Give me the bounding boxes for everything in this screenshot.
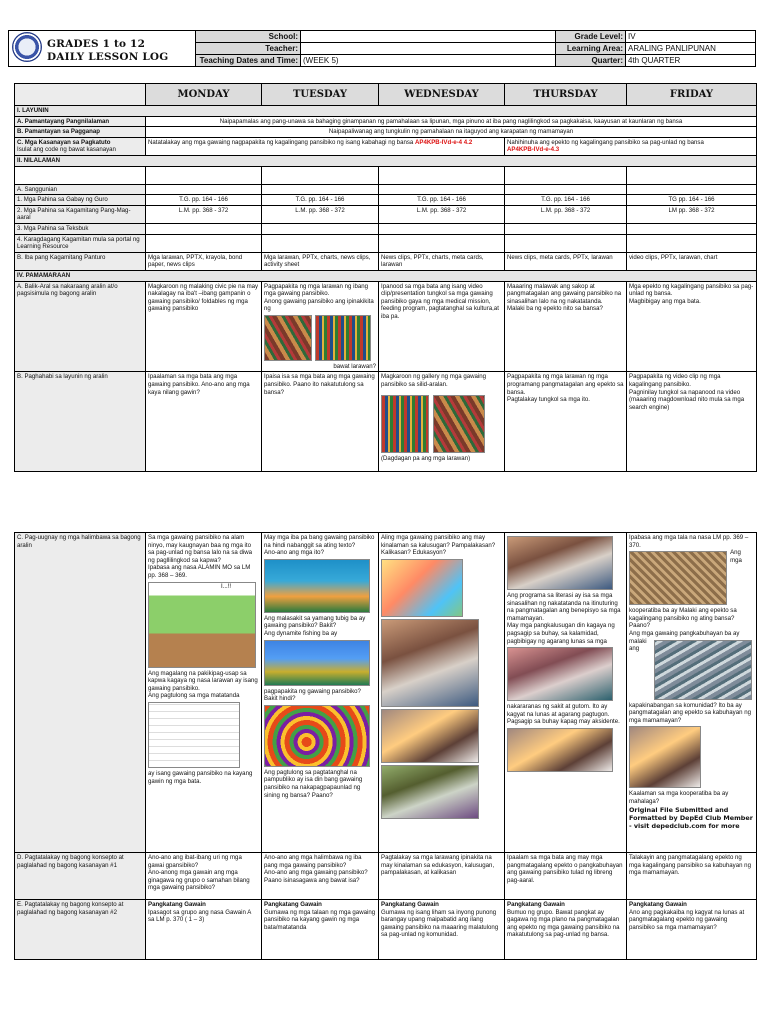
log-title-line1: GRADES 1 to 12: [47, 38, 146, 50]
section-pamamaraan: IV. PAMAMARAAN: [15, 270, 757, 281]
coral-reef-photo: [264, 559, 370, 613]
balik-aral-monday: [146, 281, 262, 372]
festival-costume-photo: [264, 705, 370, 767]
pangkatang-gawain-heading: Pangkatang Gawain: [381, 901, 439, 908]
textile-photo: [381, 395, 429, 453]
cell-blank: [379, 234, 505, 252]
pag-uugnay-tuesday-text-1: May mga iba pa bang gawaing pansibiko na hindi nabanggit sa ating texto? Ano-ano ang mga ito?: [264, 534, 375, 557]
balik-aral-tuesday-text: Pagpapakita ng mga larawan ng ibang mga gawaing pansibiko. Anong gawaing pansibiko ang ipinakikita ng: [264, 282, 374, 313]
gallery-caption: (Dagdagan pa ang mga larawan): [381, 454, 471, 462]
pag-uugnay-wednesday-text-1: Aling mga gawaing pansibiko ang may kinalaman sa kalusugan? Pampalakasan? Kalikasan? Edukasyon?: [381, 534, 496, 557]
balik-aral-wednesday: [379, 281, 505, 372]
activities-cartoon: [381, 559, 463, 617]
pag-uugnay-thursday-text-1: Ang programa sa literasi ay isa sa mga sinasalihan ng nakatatanda na itinuturing na pangmatagalan ang benepisyo sa mga mamamayan. May mga pangkalusugan din kagaya ng pagsagip sa buhay, sa kalamidad, pagbibigay ng agarang lunas sa mga: [507, 592, 621, 645]
depedclub-note[interactable]: Original File Submitted and Formatted by DepEd Club Member - visit depedclub.com for more: [629, 805, 753, 830]
vendor-photo: [629, 726, 701, 788]
pangkatang-gawain-heading: Pangkatang Gawain: [264, 901, 322, 908]
cell-blank: [146, 166, 262, 184]
gabay-thursday: T.G. pp. 164 - 166: [505, 195, 627, 206]
cartoon-speech-text: I...!!: [221, 583, 232, 590]
paghahabi-monday-text: Ipaalaman sa mga bata ang mga gawaing pansibiko. Ano-ano ang mga kaya nilang gawin?: [148, 373, 250, 396]
relief-goods-photo: [381, 709, 479, 763]
pangkatang-gawain-heading: Pangkatang Gawain: [507, 901, 565, 908]
kagamitan-friday: LM pp. 368 - 372: [627, 205, 757, 223]
pag-uugnay-monday-text-3: ay isang gawaing pansibiko na kayang gawin ng mga bata.: [148, 769, 253, 785]
pagtatalakay-1-wednesday: Pagtalakay sa mga larawang ipinakita na may kinalaman sa edukasyon, kalusugan, pampalakasan, at kalikasan: [379, 853, 505, 900]
lesson-log-table-continued: [14, 532, 757, 960]
pag-uugnay-friday-text-4: Kaalaman sa mga kooperatiba ba ay mahalaga?: [629, 790, 729, 805]
kasanayan-label: C. Mga Kasanayan sa Pagkatuto: [17, 138, 111, 146]
literacy-program-photo: [507, 536, 613, 590]
kasanayan-text-1: [146, 137, 505, 155]
iba-friday: video clips, PPTx, larawan, chart: [627, 252, 757, 270]
livelihood-block: [629, 638, 754, 702]
paghahabi-wednesday: [379, 372, 505, 472]
balik-aral-thursday-text: Maaaring malawak ang sakop at pangmatagalan ang gawaing pansibiko na sinasalihan lalo na ng nakatatanda. Malaki ba ng epekto nito sa bansa?: [507, 282, 622, 313]
woven-bag-photo: [433, 395, 485, 453]
log-title: [47, 38, 168, 64]
conversation-cartoon: [148, 582, 256, 668]
cell-blank: [146, 234, 262, 252]
pagtatalakay-1-tuesday: Ano-ano ang mga halimbawa ng iba pang mga gawaing pansibiko? Ano-ano ang mga gawaing pansibiko? Paano isinasagawa ang bawat isa?: [262, 853, 379, 900]
row-label-gabay-ng-guro: 1. Mga Pahina sa Gabay ng Guro: [15, 195, 146, 206]
row-label-blank: [15, 166, 146, 184]
kagamitan-monday: L.M. pp. 368 - 372: [146, 205, 262, 223]
row-label-pag-uugnay: C. Pag-uugnay ng mga halimbawa sa bagong aralin: [15, 533, 146, 853]
pag-uugnay-tuesday: [262, 533, 379, 853]
row-label-pamantayan-sa-pagganap: B. Pamantayan sa Pagganap: [15, 127, 146, 138]
pagtatalakay-2-wednesday-text: Gumawa ng isang liham sa inyong punong barangay upang maipabatid ang ilang gawaing pansibiko na maaaring malatulong sa pag-unlad ng komunidad.: [381, 908, 499, 939]
balik-aral-wednesday-text: Ipanood sa mga bata ang isang video clip/presentation tungkol sa mga gawaing pansibiko gaya ng mga medical mission, feeding program, pagtatanghal sa kultura,at iba pa.: [381, 282, 499, 320]
pag-uugnay-wednesday: [379, 533, 505, 853]
pagtatalakay-2-monday: [146, 900, 262, 960]
pangkatang-gawain-heading: Pangkatang Gawain: [629, 901, 687, 908]
balik-aral-friday-text: Mga epekto ng kagalingang pansibiko sa pag-unlad ng bansa. Magbibigay ang mga bata.: [629, 282, 754, 305]
iba-monday: Mga larawan, PPTX, krayola, bond paper, news clips: [146, 252, 262, 270]
paghahabi-thursday-text: Pagpapakita ng mga larawan ng mga programang pangmatagalan ang epekto sa bansa. Pagtalakay tungkol sa mga ito.: [507, 373, 624, 404]
paghahabi-thursday: [505, 372, 627, 472]
pagtatalakay-2-tuesday: [262, 900, 379, 960]
day-header-wednesday: WEDNESDAY: [379, 84, 505, 106]
cell-blank: [146, 223, 262, 234]
row-label-pagtatalakay-2: E. Pagtatalakay ng bagong konsepto at paglalahad ng bagong kasanayan #2: [15, 900, 146, 960]
kagamitan-tuesday: L.M. pp. 368 - 372: [262, 205, 379, 223]
pagtatalakay-2-thursday-text: Bumuo ng grupo. Bawat pangkat ay gagawa ng mga plano na pangmatagalan ang epekto ng mga gawaing pansibiko na makatutulong sa pag-unlad ng bansa.: [507, 908, 620, 939]
balik-aral-tuesday-caption: bawat larawan?: [333, 362, 376, 370]
pag-uugnay-friday: [627, 533, 757, 853]
kasanayan-code-1: AP4KPB-IVd-e-4 4.2: [414, 138, 473, 146]
cooperative-block: [629, 549, 754, 607]
pagtatalakay-2-friday: [627, 900, 757, 960]
cell-blank: [627, 184, 757, 195]
row-label-kagamitang-pang-mag-aaral: 2. Mga Pahina sa Kagamitang Pang-Mag-aaral: [15, 205, 146, 223]
iba-tuesday: Mga larawan, PPTx, charts, news clips, activity sheet: [262, 252, 379, 270]
deped-seal-icon: [12, 32, 42, 62]
teaching-dates-label: Teaching Dates and Time:: [196, 55, 301, 67]
pag-uugnay-tuesday-text-4: Ang pagtulong sa pagtatanghal na pampubliko ay isa din bang gawaing pansibiko na nakapagpapaunlad ng sining ng bansa? Paano?: [264, 768, 363, 799]
iba-thursday: News clips, meta cards, PPTx, larawan: [505, 252, 627, 270]
row-label-pamantayang-pangnilalaman: A. Pamantayang Pangnilalaman: [15, 116, 146, 127]
gabay-tuesday: T.G. pp. 164 - 166: [262, 195, 379, 206]
paghahabi-tuesday: [262, 372, 379, 472]
pagtatalakay-2-monday-text: Ipasagot sa grupo ang nasa Gawain A sa LM p. 370 ( 1 – 3): [148, 908, 251, 924]
learning-area-value[interactable]: ARALING PANLIPUNAN: [626, 43, 756, 55]
pagtatalakay-2-wednesday: [379, 900, 505, 960]
pagtatalakay-1-friday: Talakayin ang pangmatagalang epekto ng mga kagalingang pansibiko sa kabuhayan ng mga mamamayan.: [627, 853, 757, 900]
pag-uugnay-friday-text-2: kooperatiba ba ay Malaki ang epekto sa kagalingang pansibiko ng ating bansa? Paano? Ang mga gawaing pangkabuhayan ba ay: [629, 607, 740, 637]
baskets-photo: [629, 551, 727, 605]
paghahabi-wednesday-text: Magkaroon ng gallery ng mga gawaing pansibiko sa silid-aralan.: [381, 373, 487, 389]
kagamitan-wednesday: L.M. pp. 368 - 372: [379, 205, 505, 223]
pagtatalakay-2-thursday: [505, 900, 627, 960]
cell-blank: [627, 234, 757, 252]
kasanayan-sublabel: Isulat ang code ng bawat kasanayan: [17, 146, 116, 154]
section-layunin: I. LAYUNIN: [15, 106, 757, 117]
day-header-monday: MONDAY: [146, 84, 262, 106]
pag-uugnay-monday-text-2: Ang magalang na pakikipag-usap sa kapwa kagaya ng nasa larawan ay isang gawaing pansibiko. Ang pagtulong sa mga matatanda: [148, 669, 258, 700]
kasanayan-text-1-body: Natatalakay ang mga gawaing nagpapakita ng kagalingang pansibiko ng isang kabahagi ng bansa: [148, 138, 414, 146]
medical-mission-photo: [381, 619, 479, 707]
balik-aral-thursday: [505, 281, 627, 372]
lesson-log-table: [14, 83, 757, 472]
helping-elderly-cartoon: [148, 702, 240, 768]
weaving-photo: [315, 315, 371, 361]
cooperative-side-text: Ang mga: [730, 549, 742, 564]
teaching-dates-value[interactable]: (WEEK 5): [301, 55, 556, 67]
balik-aral-friday: [627, 281, 757, 372]
header-info-table: [195, 30, 756, 67]
teacher-value[interactable]: [301, 43, 556, 55]
cell-blank: [379, 223, 505, 234]
pag-uugnay-tuesday-text-3: pagpapakita ng gawaing pansibiko? Bakit hindi?: [264, 687, 361, 703]
quarter-value[interactable]: 4th QUARTER: [626, 55, 756, 67]
pag-uugnay-thursday: [505, 533, 627, 853]
section-nilalaman: II. NILALAMAN: [15, 155, 757, 166]
pag-uugnay-thursday-text-2: nakararanas ng sakit at gutom. Ito ay kagyat na lunas at agarang pagtugon. Pagsagip sa buhay kapag may aksidente.: [507, 703, 620, 726]
row-label-sanggunian: A. Sanggunian: [15, 184, 146, 195]
gabay-wednesday: T.G. pp. 164 - 166: [379, 195, 505, 206]
teacher-label: Teacher:: [196, 43, 301, 55]
pagtatalakay-2-tuesday-text: Gumawa ng mga talaan ng mga gawaing pansibiko na kayang gawin ng mga bata/matatanda: [264, 908, 376, 931]
pamantayang-pangnilalaman-text: Naipapamalas ang pang-unawa sa bahaging ginampanan ng pamahalaan sa lipunan, mga pinuno at iba pang naglilingkod sa pagkakaisa, kaayusan at kaunlaran ng bansa: [146, 116, 757, 127]
balik-aral-tuesday-pictures: [264, 313, 376, 363]
gabay-friday: TG pp. 164 - 166: [627, 195, 757, 206]
school-label: School:: [196, 31, 301, 43]
row-label-balik-aral: A. Balik-Aral sa nakaraang aralin at/o pagsisimula ng bagong aralin: [15, 281, 146, 372]
pangkatang-gawain-heading: Pangkatang Gawain: [148, 901, 206, 908]
row-label-learning-resource: 4. Karagdagang Kagamitan mula sa portal ng Learning Resource: [15, 234, 146, 252]
fish-market-photo: [654, 640, 752, 700]
pagtatalakay-1-monday: Ano-ano ang ibat-ibang uri ng mga gawai gpansibiko? Ano-anong mga gawain ang mga ginagawa ng grupo o samahan bilang mga gawaing pansibiko?: [146, 853, 262, 900]
cell-blank: [379, 184, 505, 195]
cell-blank: [262, 184, 379, 195]
cell-blank: [379, 166, 505, 184]
pag-uugnay-tuesday-text-2: Ang malasakit sa yamang tubig ba ay gawaing pansibiko? Bakit? Ang dynamite fishing ba ay: [264, 614, 366, 637]
underwater-photo: [264, 640, 370, 686]
learning-area-label: Learning Area:: [556, 43, 626, 55]
kasanayan-text-2: [505, 137, 757, 155]
pamantayan-sa-pagganap-text: Naipapaliwanag ang tungkulin ng pamahalaan na itaguyod ang karapatan ng mamamayan: [146, 127, 757, 138]
tree-planting-photo: [381, 765, 479, 819]
log-title-line2: DAILY LESSON LOG: [47, 51, 169, 63]
cell-blank: [505, 223, 627, 234]
handicraft-photo: [264, 315, 312, 361]
cell-blank: [262, 234, 379, 252]
gallery-pictures: [381, 393, 502, 455]
cell-blank: [146, 184, 262, 195]
cell-blank: [505, 166, 627, 184]
kasanayan-code-2: AP4KPB-IVd-e-4.3: [507, 146, 560, 154]
paghahabi-friday: [627, 372, 757, 472]
grade-level-label: Grade Level:: [556, 31, 626, 43]
paghahabi-friday-text: Pagpapakita ng video clip ng mga kagalingang pansibiko. Pagninilay tungkol sa napanood na video (maaaring magdownload nito mula sa mga search engine): [629, 373, 745, 411]
day-header-tuesday: TUESDAY: [262, 84, 379, 106]
row-label-iba-pang-kagamitan: B. Iba pang Kagamitang Panturo: [15, 252, 146, 270]
iba-wednesday: News clips, PPTx, charts, meta cards, larawan: [379, 252, 505, 270]
paghahabi-tuesday-text: Ipaisa isa sa mga bata ang mga gawaing pansibiko. Paano ito nakatutulong sa bansa?: [264, 373, 375, 396]
quarter-label: Quarter:: [556, 55, 626, 67]
row-label-paghahabi: B. Paghahabi sa layunin ng aralin: [15, 372, 146, 472]
paghahabi-monday: [146, 372, 262, 472]
cell-blank: [627, 223, 757, 234]
pag-uugnay-monday-text-1: Sa mga gawaing pansibiko na alam ninyo, may kaugnayan baa ng mga ito sa pag-unlad ng bansa lalo na sa diwa ng pagllilingkod sa kapwa? Ipabasa ang nasa ALAMIN MO sa LM pp. 368 – 369.: [148, 534, 253, 579]
cell-blank: [505, 234, 627, 252]
day-header-friday: FRIDAY: [627, 84, 757, 106]
livelihood-side-text: malaki ang: [629, 637, 647, 653]
balik-aral-tuesday: [262, 281, 379, 372]
balik-aral-monday-text: Magkaroon ng malaking civic pie na may nakalagay na iba't –ibang gampanin o gawaing pansibiko/ foldables ng mga gawaing pansibiko: [148, 282, 259, 313]
pag-uugnay-monday: [146, 533, 262, 853]
kasanayan-text-2-body: Nahihinuha ang epekto ng kagalingang pansibiko sa pag-unlad ng bansa: [507, 138, 704, 146]
cell-blank: [262, 223, 379, 234]
corner-cell: [15, 84, 146, 106]
row-label-pagtatalakay-1: D. Pagtatalakay ng bagong konsepto at paglalahad ng bagong kasanayan #1: [15, 853, 146, 900]
cell-blank: [262, 166, 379, 184]
kagamitan-thursday: L.M. pp. 368 - 372: [505, 205, 627, 223]
pag-uugnay-friday-text-1: Ipabasa ang mga tala na nasa LM pp. 369 – 370.: [629, 534, 749, 549]
pag-uugnay-friday-text-3: kapakinabangan sa komunidad? Ito ba ay pangmatagalan ang epekto sa kabuhayan ng mga mamamayan?: [629, 701, 751, 724]
row-label-kasanayan: [15, 137, 146, 155]
pagtatalakay-1-thursday: Ipaalam sa mga bata ang may mga pangmatagalang epekto o pangkabuhayan ang gawaing pansibiko tulad ng libreng pag-aaral.: [505, 853, 627, 900]
feeding-program-photo: [507, 647, 613, 701]
cell-blank: [627, 166, 757, 184]
row-label-teksbuk: 3. Mga Pahina sa Teksbuk: [15, 223, 146, 234]
cell-blank: [505, 184, 627, 195]
school-value[interactable]: [301, 31, 556, 43]
rescue-photo: [507, 728, 613, 772]
day-header-thursday: THURSDAY: [505, 84, 627, 106]
pagtatalakay-2-friday-text: Ano ang pagkakaiba ng kagyat na lunas at pangmatagalang epekto ng gawaing pansibiko sa mga mamamayan?: [629, 908, 745, 931]
gabay-monday: T.G. pp. 164 - 166: [146, 195, 262, 206]
grade-level-value[interactable]: IV: [626, 31, 756, 43]
